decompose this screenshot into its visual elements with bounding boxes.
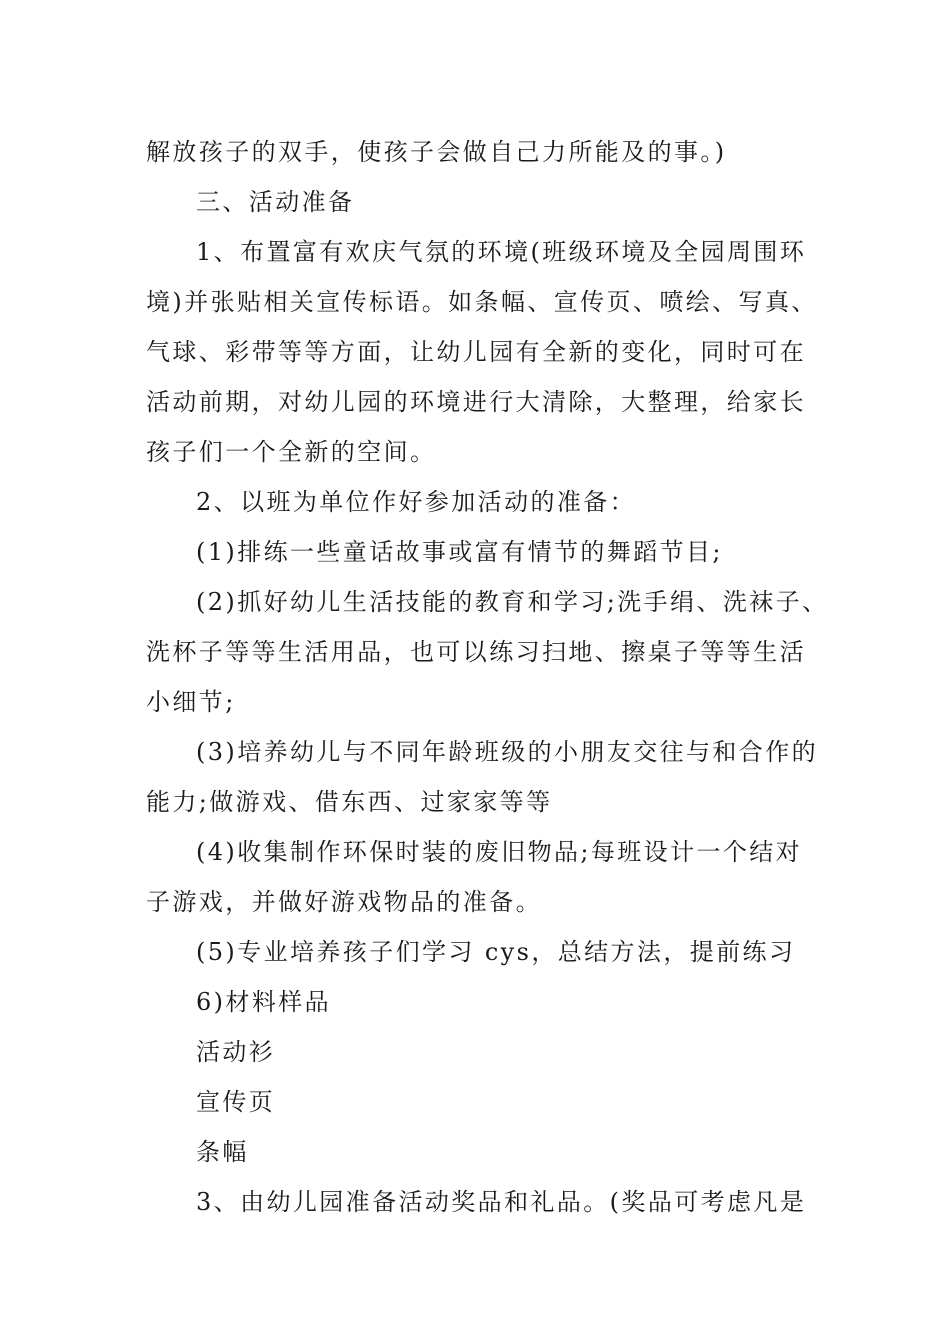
paragraph-line: 3、由幼儿园准备活动奖品和礼品。(奖品可考虑凡是 (196, 1188, 807, 1216)
paragraph-line: 小细节; (146, 688, 236, 716)
paragraph-line: 2、以班为单位作好参加活动的准备： (196, 488, 637, 516)
list-item: (2)抓好幼儿生活技能的教育和学习;洗手绢、洗袜子、 (196, 588, 829, 616)
paragraph-line: 1、布置富有欢庆气氛的环境(班级环境及全园周围环 (196, 238, 807, 266)
list-item: 活动衫 (196, 1038, 276, 1066)
paragraph-line: 能力;做游戏、借东西、过家家等等 (146, 788, 553, 816)
list-item: (1)排练一些童话故事或富有情节的舞蹈节目; (196, 538, 723, 566)
paragraph-line: 子游戏，并做好游戏物品的准备。 (146, 888, 542, 916)
list-item: (5)专业培养孩子们学习 cys，总结方法，提前练习 (196, 938, 796, 966)
list-item: 条幅 (196, 1138, 249, 1166)
section-heading: 三、活动准备 (196, 188, 355, 216)
list-item: 6)材料样品 (196, 988, 332, 1016)
list-item: (3)培养幼儿与不同年龄班级的小朋友交往与和合作的 (196, 738, 818, 766)
paragraph-line: 境)并张贴相关宣传标语。如条幅、宣传页、喷绘、写真、 (146, 288, 818, 316)
paragraph-line: 气球、彩带等等方面，让幼儿园有全新的变化，同时可在 (146, 338, 806, 366)
paragraph-line: 活动前期，对幼儿园的环境进行大清除，大整理，给家长 (146, 388, 806, 416)
list-item: 宣传页 (196, 1088, 276, 1116)
paragraph-line: 洗杯子等等生活用品，也可以练习扫地、擦桌子等等生活 (146, 638, 806, 666)
paragraph-line: 孩子们一个全新的空间。 (146, 438, 437, 466)
list-item: (4)收集制作环保时装的废旧物品;每班设计一个结对 (196, 838, 803, 866)
paragraph-line: 解放孩子的双手，使孩子会做自己力所能及的事。) (146, 138, 727, 166)
